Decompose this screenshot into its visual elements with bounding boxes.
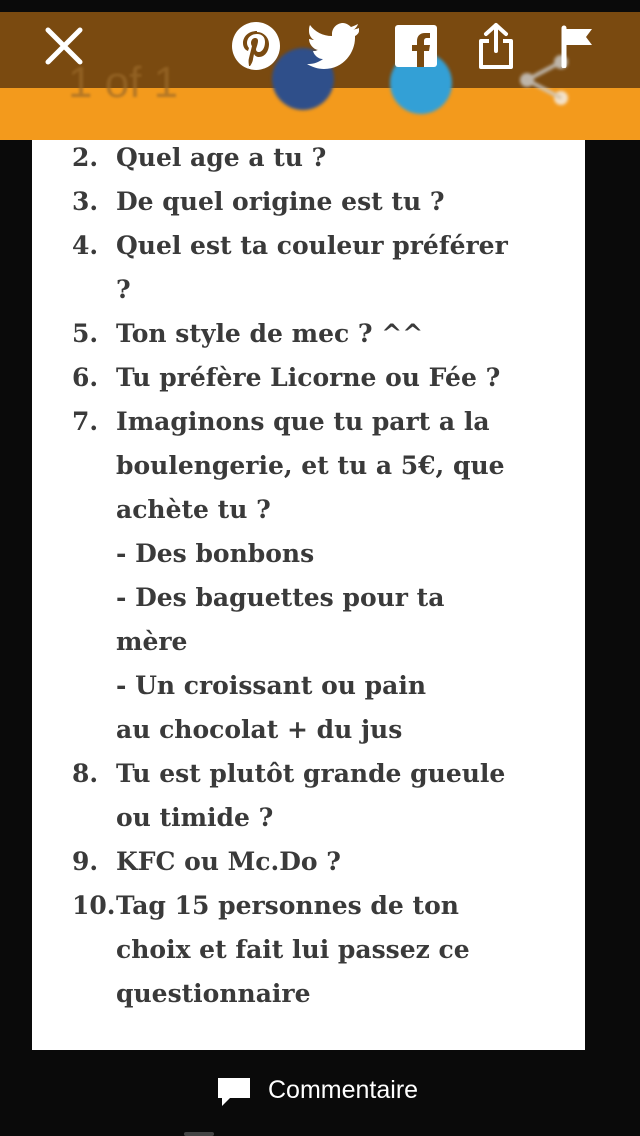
image-pager-text: 1 of 1 [68,58,179,107]
flag-icon [558,24,598,68]
question-number: 5. [72,319,99,348]
question-number: 4. [72,231,99,260]
twitter-icon [307,23,361,69]
question-number: 2. [72,143,99,172]
twitter-share-button[interactable] [306,20,362,72]
comment-label: Commentaire [268,1076,419,1104]
close-icon [42,24,86,68]
question-text: mère [116,627,188,656]
question-number: 9. [72,847,99,876]
viewer-toolbar [0,0,640,90]
question-number: 8. [72,759,99,788]
report-button[interactable] [550,20,606,72]
question-text: Quel age a tu ? [116,143,327,172]
pinterest-icon [230,20,282,72]
question-text: au chocolat + du jus [116,715,403,744]
questionnaire-image [32,140,585,1050]
question-number: 3. [72,187,99,216]
question-text: Tu est plutôt grande gueule [116,759,506,788]
question-text: boulengerie, et tu a 5€, que [116,451,505,480]
question-text: Tag 15 personnes de ton [116,891,459,920]
share-button[interactable] [468,20,524,72]
question-text: Tu préfère Licorne ou Fée ? [116,363,501,392]
bottom-edge-handle [184,1132,214,1136]
close-button[interactable] [36,20,92,72]
share-icon [476,21,516,71]
question-text: De quel origine est tu ? [116,187,445,216]
question-text: Quel est ta couleur préférer [116,231,508,260]
question-number: 6. [72,363,99,392]
question-number: 7. [72,407,99,436]
question-text: ou timide ? [116,803,274,832]
question-text: choix et fait lui passez ce [116,935,470,964]
comment-button[interactable] [0,1062,640,1122]
question-text: - Des baguettes pour ta [116,583,445,612]
pinterest-share-button[interactable] [228,20,284,72]
facebook-share-button[interactable] [388,20,444,72]
question-text: Ton style de mec ? ^^ [116,319,424,348]
facebook-icon [393,23,439,69]
question-text: KFC ou Mc.Do ? [116,847,341,876]
question-number: 10. [72,891,116,920]
question-text: achète tu ? [116,495,271,524]
comment-icon [216,1076,252,1108]
question-text: questionnaire [116,979,311,1008]
question-text: Imaginons que tu part a la [116,407,490,436]
question-text: - Un croissant ou pain [116,671,427,700]
question-text: ? [116,275,131,304]
question-text: - Des bonbons [116,539,315,568]
